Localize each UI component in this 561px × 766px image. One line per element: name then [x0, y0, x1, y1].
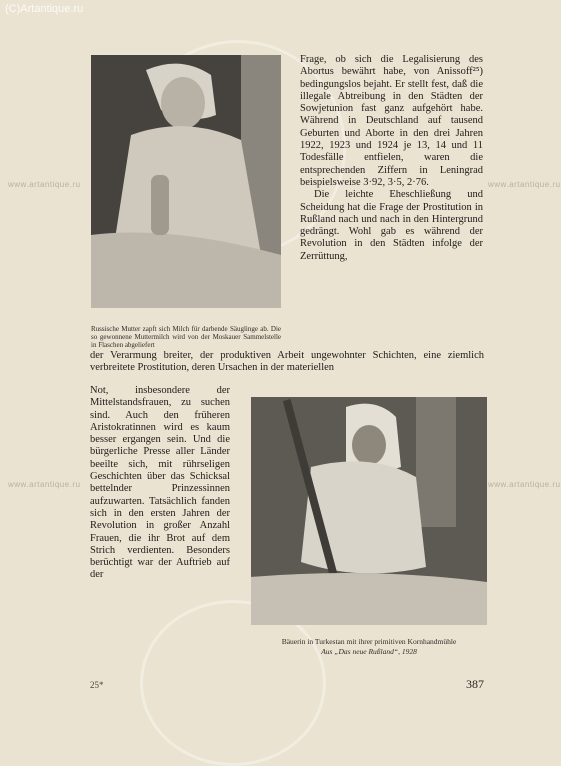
- caption-peasant-source: Aus „Das neue Rußland“, 1928: [321, 647, 417, 656]
- photo-peasant-mill-icon: [251, 397, 487, 625]
- caption-peasant-text: Bäuerin in Turkestan mit ihrer primitiven Kornhandmühle: [281, 637, 457, 646]
- watermark-top: (C)Artantique.ru: [5, 3, 84, 15]
- photo-mother-nursing-icon: [91, 55, 281, 308]
- text-column-right: [300, 54, 483, 263]
- photo-peasant-mill: [251, 397, 487, 625]
- caption-peasant: [251, 637, 487, 657]
- paragraph-full-width: der Verarmung breiter, der produktiven Arbeit ungewohnter Schichten, eine ziemlich verbreitete Prostitution, deren Ursachen in der materiellen: [90, 350, 484, 374]
- watermark-line-right-2: www.artantique.ru: [488, 480, 561, 489]
- page-number: 387: [466, 677, 484, 691]
- paragraph-abortion: Frage, ob sich die Legalisierung des Abortus bewährt habe, von Anissoff²⁵) bedingungslos bejaht. Er stellt fest, daß die illegale Abtreibung in den Städten der Sowjetunion fast ganz aufgehört habe. Während in Deutschland auf tausend Geburten und Aborte in den drei Jahren 1922, 1923 und 1924 je 13, 14 und 11 Todesfälle entfielen, waren die entsprechenden Ziffern in Leningrad beispielsweise 3·92, 3·5, 2·76.: [300, 54, 483, 188]
- caption-mother: Russische Mutter zapft sich Milch für darbende Säuglinge ab. Die so gewonnene Muttermilch wird von der Moskauer Sammelstelle in Flaschen abgeliefert: [91, 325, 281, 349]
- watermark-line-right: www.artantique.ru: [488, 180, 561, 189]
- paragraph-prostitution: Die leichte Eheschließung und Scheidung hat die Frage der Prostitution in Rußland nach und nach in den Hintergrund gedrängt. Wohl gab es während der Revolution in den Städten infolge der Zerrüttung,: [300, 189, 483, 262]
- text-column-left: [90, 385, 230, 582]
- watermark-line-left-2: www.artantique.ru: [8, 480, 81, 489]
- signature-mark: 25*: [90, 680, 104, 690]
- text-full-width: [90, 350, 484, 375]
- watermark-line-left: www.artantique.ru: [8, 180, 81, 189]
- photo-mother-nursing: [91, 55, 281, 308]
- paragraph-left-column: Not, insbesondere der Mittelstandsfrauen, zu suchen sind. Auch den früheren Aristokratinnen wird es kaum besser ergangen sein. Und die bürgerliche Presse aller Länder beeilte sich, mit rührseligen Geschichten über das Schicksal bettelnder Prinzessinnen aufzuwarten. Tatsächlich fanden sich in den ersten Jahren der Revolution in großer Anzahl Frauen, die ihr Brot auf dem Strich verdienten. Besonders berüchtigt war der Auftrieb auf der: [90, 385, 230, 581]
